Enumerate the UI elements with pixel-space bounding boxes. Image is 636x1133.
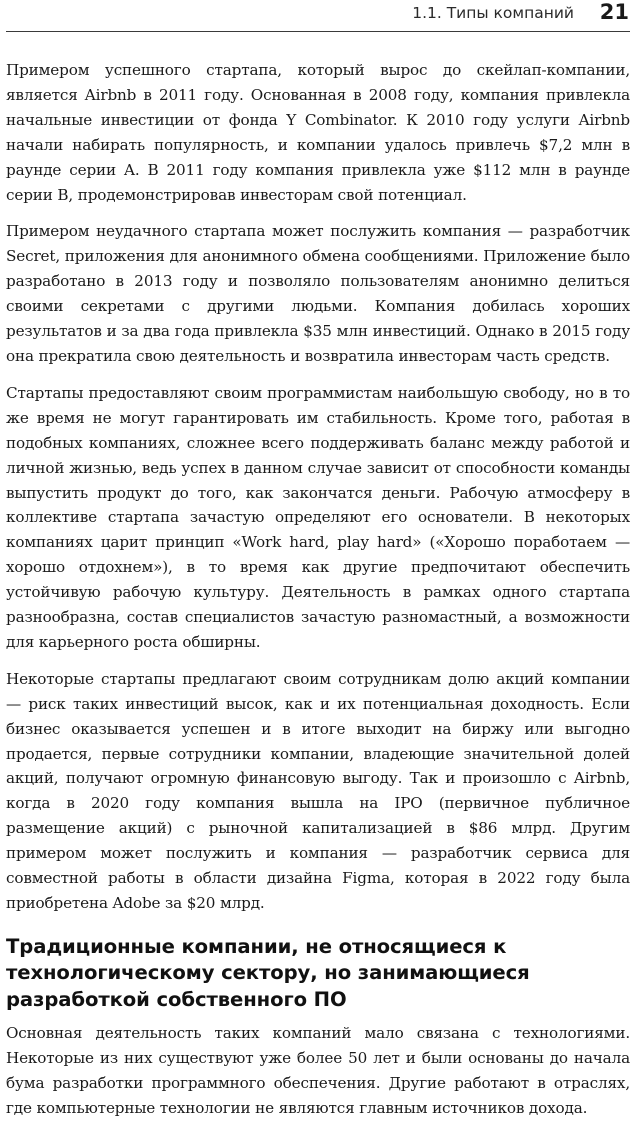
paragraph-traditional-companies: Основная деятельность таких компаний мало связана с технологиями. Некоторые из них существуют уже более 50 лет и были основаны до начала бума разработки программного обеспечения. Другие работают в отраслях, где компьютерные технологии не являются главным источников дохода. (6, 1024, 630, 1118)
page-header (0, 0, 636, 34)
header-rule (6, 31, 630, 32)
paragraph-equity-shares: Некоторые стартапы предлагают своим сотрудникам долю акций компании — риск таких инвестиций высок, как и их потенциальная доходность. Если бизнес оказывается успешен и в итоге выходит на биржу или выгодно продается, первые сотрудники компании, владеющие значительной долей акций, получают огромную финансовую выгоду. Так и произошло с Airbnb, когда в 2020 году компания вышла на IPO (первичное публичное размещение акций) с рыночной капитализацией в $86 млрд. Другим примером может послужить и компания — разработчик сервиса для совместной работы в области дизайна Figma, которая в 2022 году была приобретена Adobe за $20 млрд. (6, 669, 630, 912)
paragraph-secret-failure: Примером неудачного стартапа может послужить компания — разработчик Secret, приложения для анонимного обмена сообщениями. Приложение было разработано в 2013 году и позволяло пользователям анонимно делиться своими секретами с другими людьми. Компания добилась хороших результатов и за два года привлекла $35 млн инвестиций. Однако в 2015 году она прекратила свою деятельность и возвратила инвесторам часть средств. (6, 222, 630, 365)
page-body (6, 58, 630, 1133)
running-title: 1.1. Типы компаний (412, 4, 574, 22)
paragraph-airbnb-success: Примером успешного стартапа, который вырос до скейлап-компании, является Airbnb в 2011 году. Основанная в 2008 году, компания привлекла начальные инвестиции от фонда Y Combinator. К 2010 году услуги Airbnb начали набирать популярность, и компании удалось привлечь $7,2 млн в раунде серии A. В 2011 году компания привлекла уже $112 млн в раунде серии B, продемонстрировав инвесторам свой потенциал. (6, 61, 630, 204)
paragraph-startup-freedom: Стартапы предоставляют своим программистам наибольшую свободу, но в то же время не могут гарантировать им стабильность. Кроме того, работая в подобных компаниях, сложнее всего поддерживать баланс между работой и личной жизнью, ведь успех в данном случае зависит от способности команды выпустить продукт до того, как закончатся деньги. Рабочую атмосферу в коллективе стартапа зачастую определяют его основатели. В некоторых компаниях царит принцип «Work hard, play hard» («Хорошо поработаем — хорошо отдохнем»), в то время как другие предпочитают обеспечить устойчивую рабочую культуру. Деятельность в рамках одного стартапа разнообразна, состав специалистов зачастую разномастный, а возможности для карьерного роста обширны. (6, 383, 630, 651)
section-heading: Традиционные компании, не относящиеся к технологическому сектору, но занимающиеся разработкой собственного ПО (6, 934, 530, 1011)
page-number: 21 (599, 0, 629, 24)
